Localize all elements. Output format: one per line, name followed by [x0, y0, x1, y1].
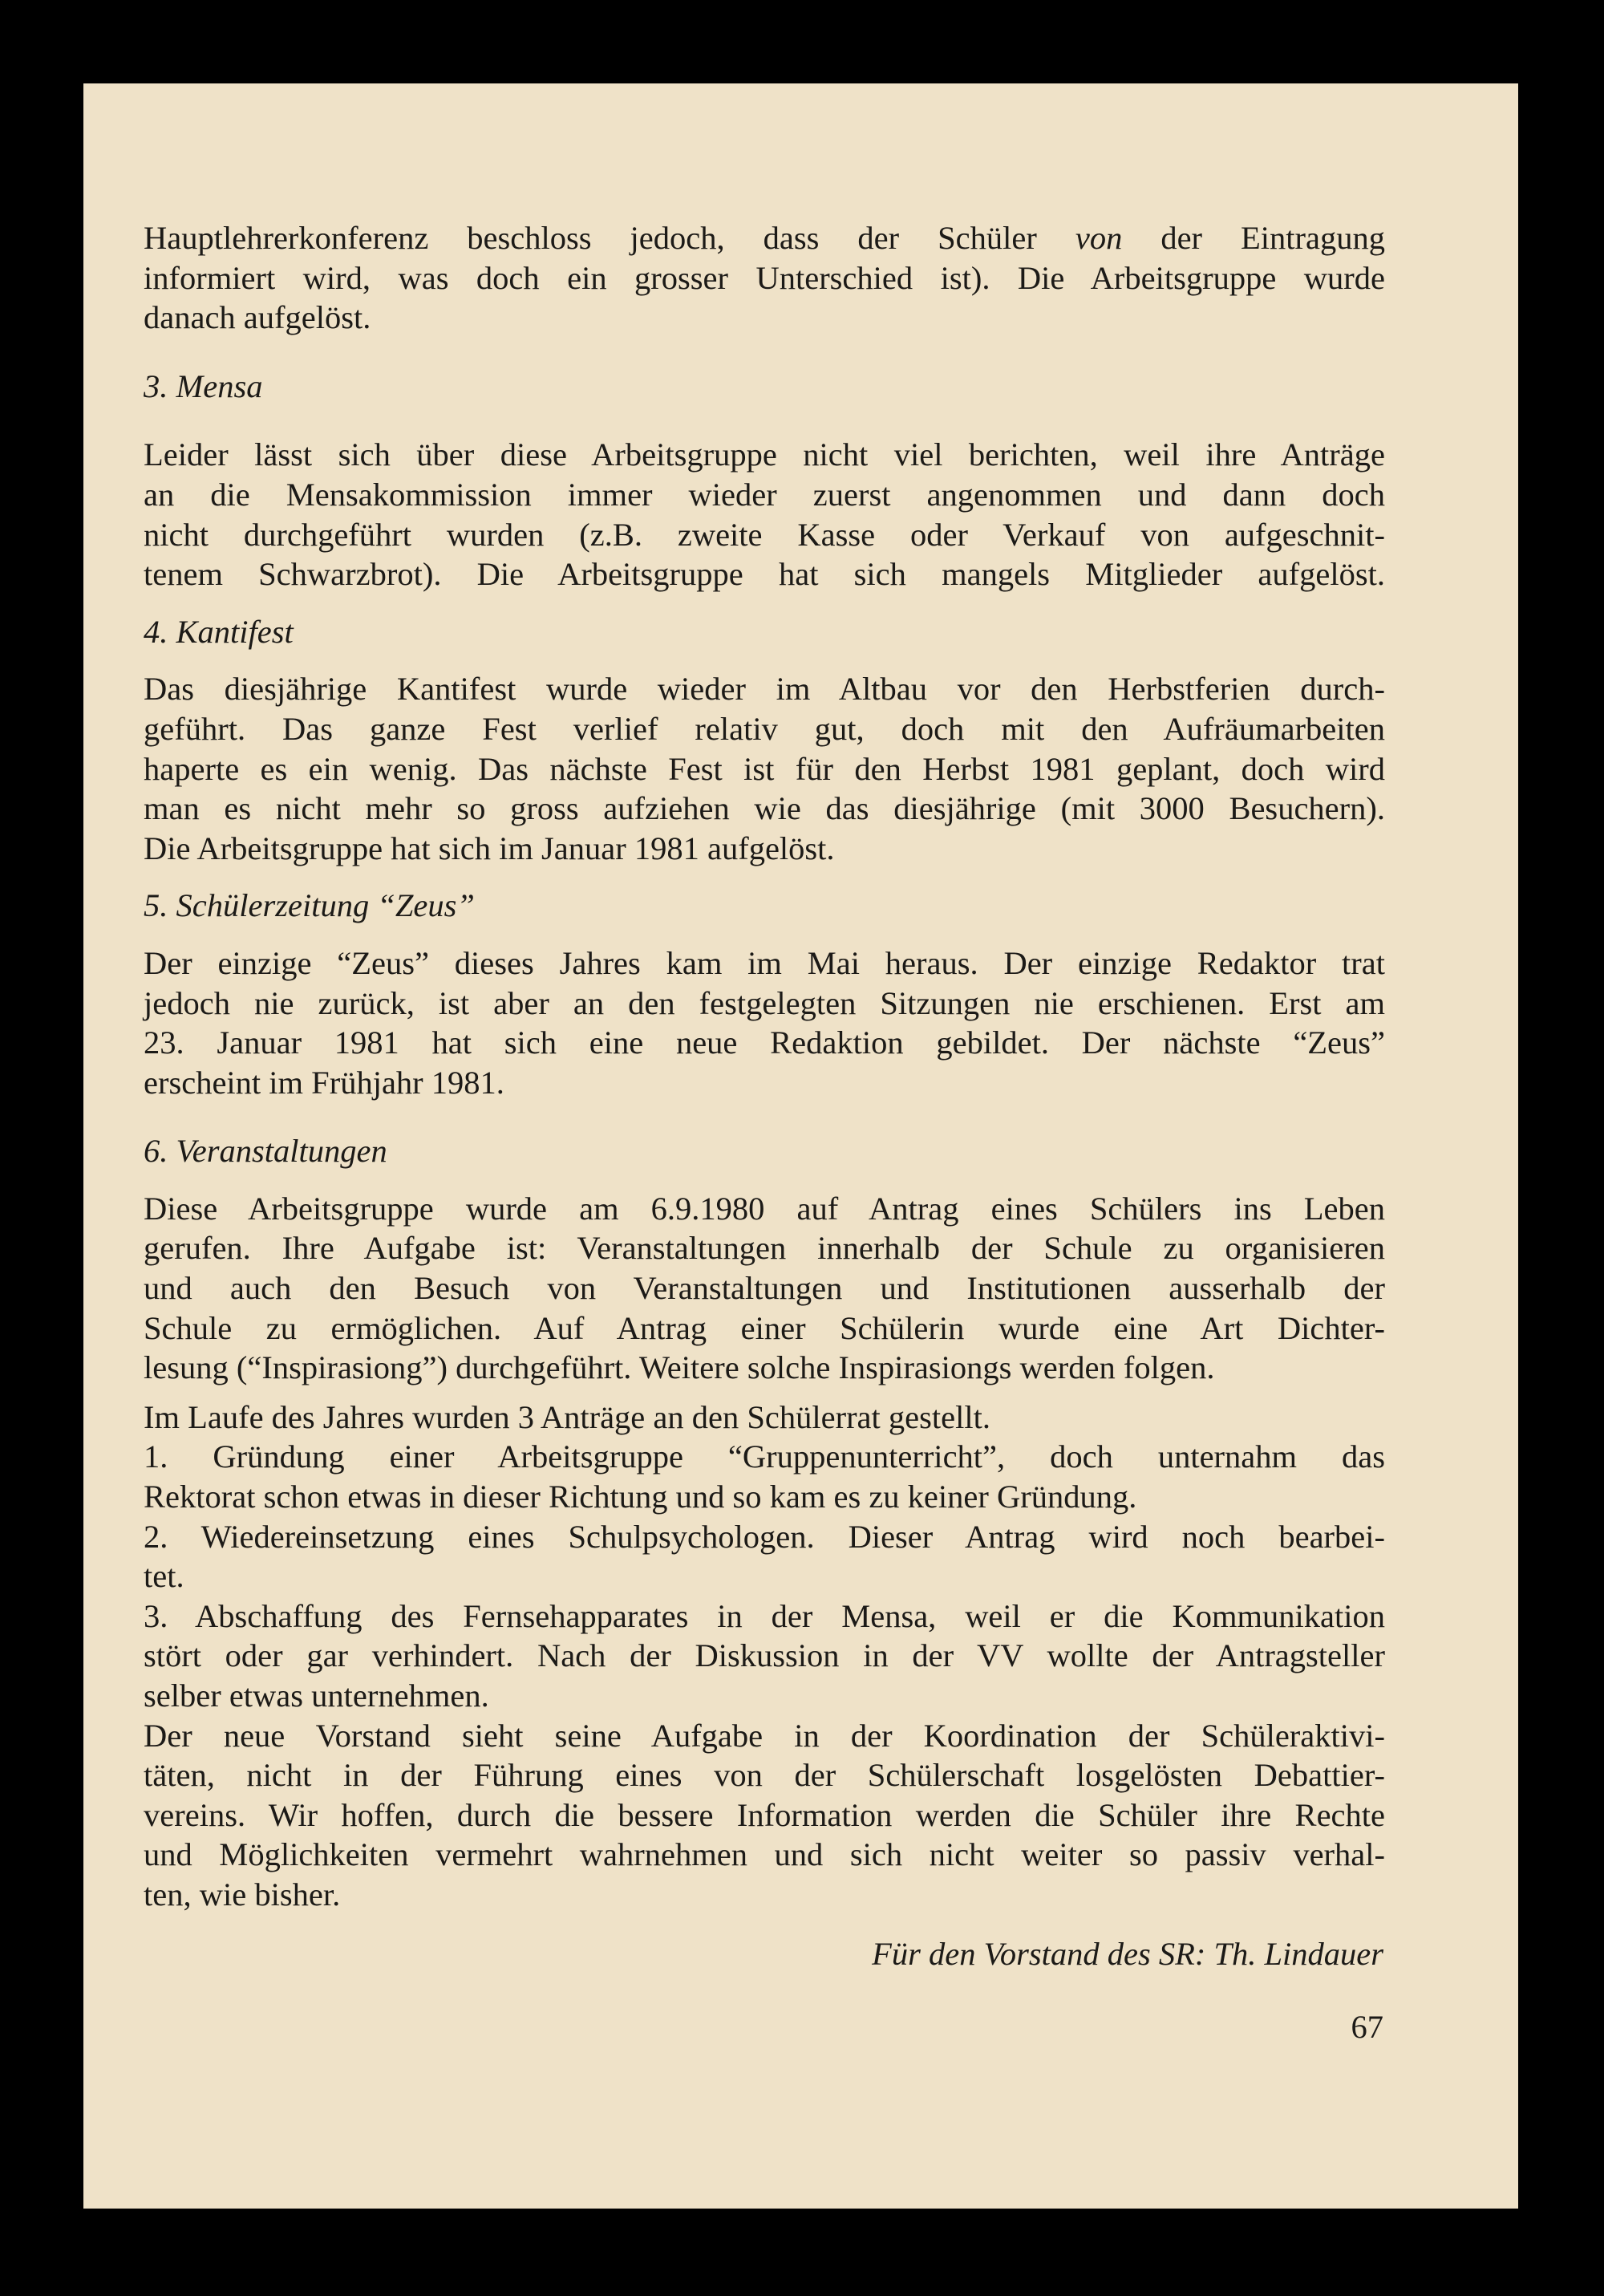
text-line: 3. Abschaffung des Fernsehapparates in der Mensa, weil er die Kommunikation — [144, 1597, 1385, 1634]
text-line: Der neue Vorstand sieht seine Aufgabe in der Koordination der Schüleraktivi- — [144, 1717, 1385, 1754]
text-line: Hauptlehrerkonferenz beschloss jedoch, dass der Schüler von der Eintragung — [144, 220, 1386, 256]
closing-paragraph — [144, 1397, 1385, 1915]
text-line: jedoch nie zurück, ist aber an den festgelegten Sitzungen nie erschienen. Erst am — [144, 984, 1385, 1021]
text-line: erscheint im Frühjahr 1981. — [144, 1064, 504, 1101]
text-line: tenem Schwarzbrot). Die Arbeitsgruppe hat sich mangels Mitglieder aufgelöst. — [144, 556, 1385, 593]
text-line: Diese Arbeitsgruppe wurde am 6.9.1980 auf Antrag eines Schülers ins Leben — [144, 1190, 1385, 1227]
text-line: und auch den Besuch von Veranstaltungen und Institutionen ausserhalb der — [144, 1270, 1385, 1307]
text-line: selber etwas unternehmen. — [144, 1677, 489, 1714]
page-content — [144, 218, 1385, 2047]
text-line: Rektorat schon etwas in dieser Richtung und so kam es zu keiner Gründung. — [144, 1479, 1137, 1515]
text-line: Im Laufe des Jahres wurden 3 Anträge an den Schülerrat gestellt. — [144, 1398, 991, 1435]
text-line: lesung (“Inspirasiong”) durchgeführt. Weitere solche Inspirasiongs werden folgen. — [144, 1349, 1215, 1386]
text-line: Das diesjährige Kantifest wurde wieder im Altbau vor den Herbstferien durch- — [144, 671, 1385, 708]
text-line: 2. Wiedereinsetzung eines Schulpsychologen. Dieser Antrag wird noch bearbei- — [144, 1518, 1385, 1555]
text-line: haperte es ein wenig. Das nächste Fest ist für den Herbst 1981 geplant, doch wird — [144, 750, 1385, 787]
text-line: an die Mensakommission immer wieder zuerst angenommen und dann doch — [144, 476, 1385, 513]
text-line: gerufen. Ihre Aufgabe ist: Veranstaltungen innerhalb der Schule zu organisieren — [144, 1230, 1385, 1267]
text-line: 1. Gründung einer Arbeitsgruppe “Gruppenunterricht”, doch unternahm das — [144, 1438, 1385, 1475]
text-line: danach aufgelöst. — [144, 299, 371, 336]
section-heading-kantifest: 4. Kantifest — [144, 613, 294, 650]
text-line: informiert wird, was doch ein grosser Unterschied ist). Die Arbeitsgruppe wurde — [144, 259, 1385, 296]
section-paragraph-kantifest — [144, 669, 1385, 868]
text-line: vereins. Wir hoffen, durch die bessere Information werden die Schüler ihre Rechte — [144, 1796, 1385, 1833]
text-line: geführt. Das ganze Fest verlief relativ gut, doch mit den Aufräumarbeiten — [144, 710, 1385, 747]
section-heading-veranstaltungen: 6. Veranstaltungen — [144, 1133, 387, 1170]
text-line: stört oder gar verhindert. Nach der Diskussion in der VV wollte der Antragsteller — [144, 1637, 1385, 1674]
book-page — [83, 83, 1518, 2209]
signature: Für den Vorstand des SR: Th. Lindauer — [872, 1935, 1383, 1972]
text-line: Schule zu ermöglichen. Auf Antrag einer Schülerin wurde eine Art Dichter- — [144, 1309, 1385, 1346]
section-heading-mensa: 3. Mensa — [144, 367, 263, 404]
section-paragraph-veranstaltungen — [144, 1189, 1385, 1388]
section-paragraph-zeus — [144, 943, 1385, 1102]
section-heading-zeus: 5. Schülerzeitung “Zeus” — [144, 887, 475, 924]
text-line: 23. Januar 1981 hat sich eine neue Redaktion gebildet. Der nächste “Zeus” — [144, 1024, 1385, 1061]
text-line: tet. — [144, 1558, 184, 1595]
text-line: ten, wie bisher. — [144, 1876, 341, 1913]
text-line: Der einzige “Zeus” dieses Jahres kam im Mai heraus. Der einzige Redaktor trat — [144, 944, 1385, 981]
text-line: man es nicht mehr so gross aufziehen wie das diesjährige (mit 3000 Besuchern). — [144, 790, 1385, 827]
text-line: und Möglichkeiten vermehrt wahrnehmen und sich nicht weiter so passiv verhal- — [144, 1836, 1385, 1873]
text-line: nicht durchgeführt wurden (z.B. zweite Kasse oder Verkauf von aufgeschnit- — [144, 516, 1385, 553]
text-line: Leider lässt sich über diese Arbeitsgruppe nicht viel berichten, weil ihre Anträge — [144, 436, 1385, 473]
page-number: 67 — [1351, 2009, 1383, 2046]
text-line: täten, nicht in der Führung eines von der Schülerschaft losgelösten Debattier- — [144, 1757, 1385, 1794]
text-line: Die Arbeitsgruppe hat sich im Januar 1981 aufgelöst. — [144, 830, 835, 866]
intro-paragraph — [144, 218, 1385, 338]
section-paragraph-mensa — [144, 435, 1385, 594]
